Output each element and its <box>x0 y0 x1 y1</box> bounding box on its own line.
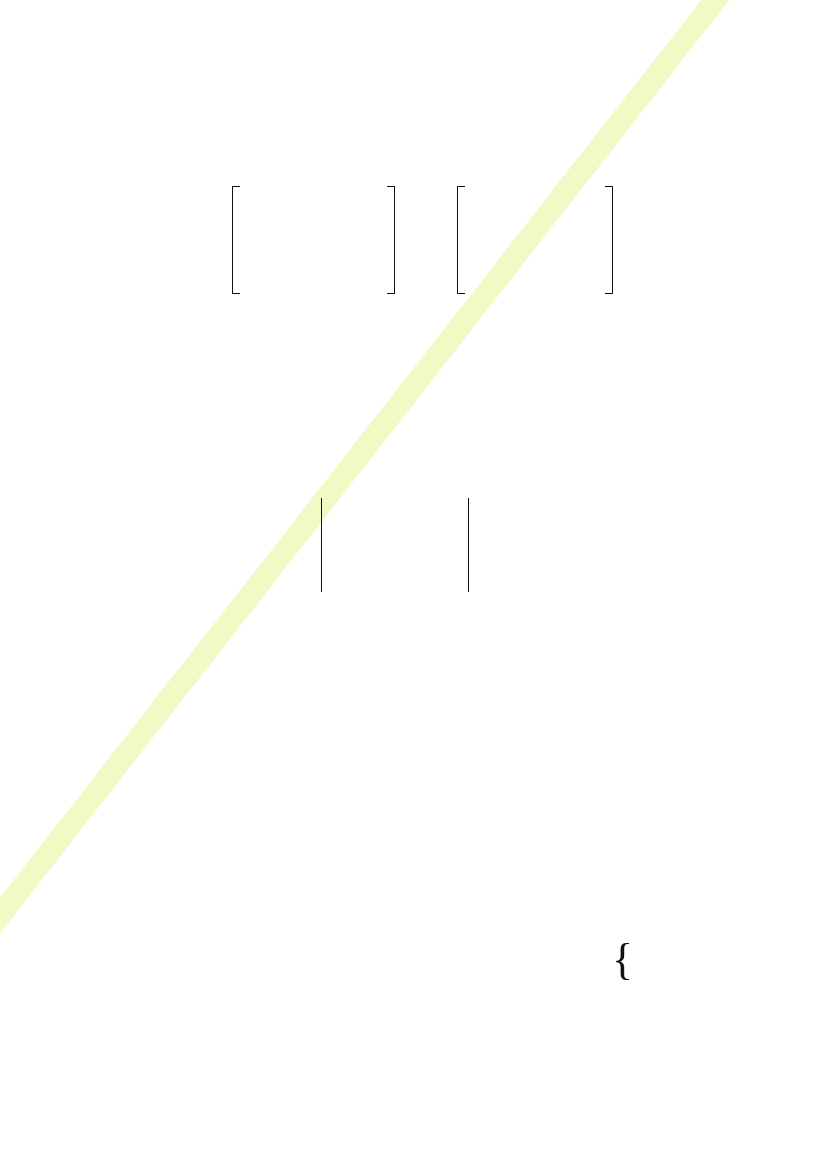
kronecker-brace: { <box>612 935 634 984</box>
matrix-bracket-left-2 <box>457 186 465 294</box>
matrix-bracket-right <box>387 186 395 294</box>
matrix-bracket-left <box>232 186 240 294</box>
det-bar-right <box>468 498 469 592</box>
det-bar-left <box>321 498 322 592</box>
matrix-bracket-right-2 <box>605 186 613 294</box>
